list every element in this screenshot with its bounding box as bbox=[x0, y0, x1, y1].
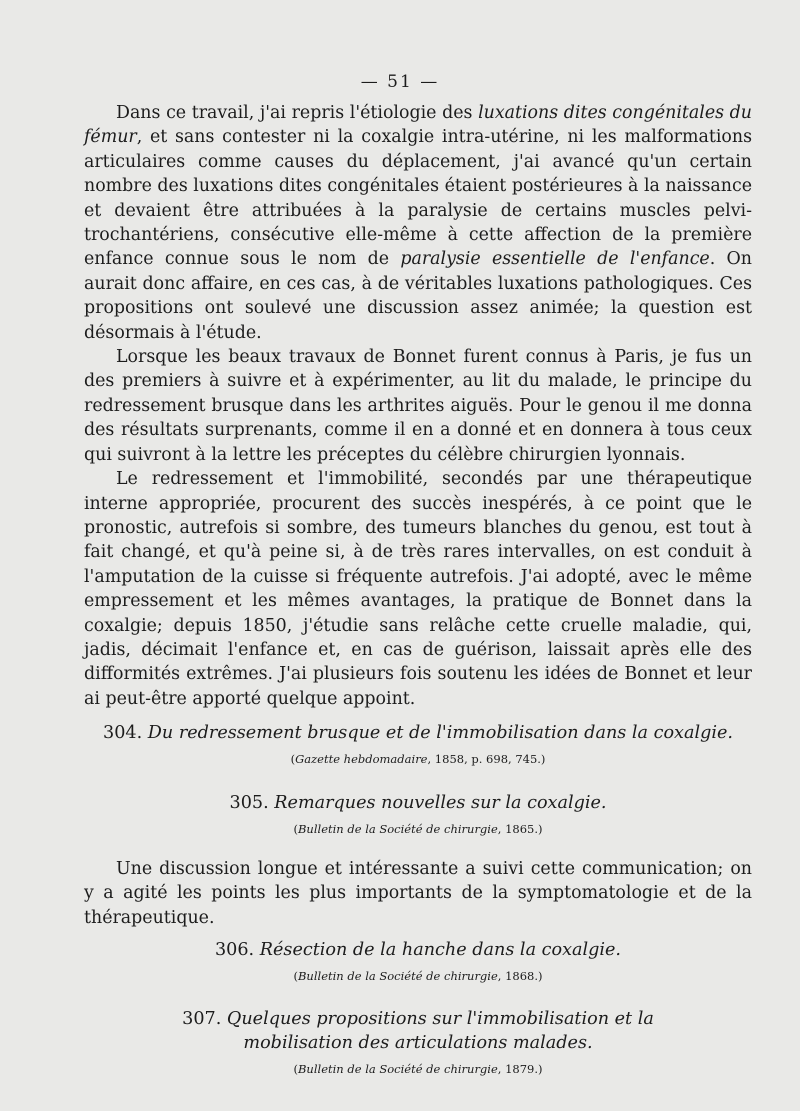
page-number: — 51 — bbox=[360, 72, 440, 92]
paragraph-4: Une discussion longue et intéressante a suivi cette communication; on y a agité les points les plus importants de la symptomatologie et de la thérapeutique. bbox=[84, 859, 752, 928]
entry-305 bbox=[84, 791, 752, 837]
discussion-text bbox=[84, 857, 752, 930]
entry-title: 305. Remarques nouvelles sur la coxalgie. bbox=[229, 793, 607, 813]
entry-304 bbox=[84, 721, 752, 767]
entry-title: 306. Résection de la hanche dans la coxalgie. bbox=[214, 940, 622, 960]
entry-source: (Bulletin de la Société de chirurgie, 1865.) bbox=[293, 822, 543, 836]
entry-source: (Bulletin de la Société de chirurgie, 1879.) bbox=[293, 1062, 543, 1076]
entry-title: 304. Du redressement brusque et de l'immobilisation dans la coxalgie. bbox=[103, 723, 733, 743]
entry-title: 307. Quelques propositions sur l'immobilisation et la mobilisation des articulations malades. bbox=[182, 1009, 654, 1053]
entry-source: (Bulletin de la Société de chirurgie, 1868.) bbox=[293, 969, 543, 983]
paragraph-2: Lorsque les beaux travaux de Bonnet furent connus à Paris, je fus un des premiers à suivre et à expérimenter, au lit du malade, le principe du redressement brusque dans les arthrites aiguës. Pour le genou il me donna des résultats surprenants, comme il en a donné et en donnera à tous ceux qui suivront à la lettre les préceptes du célèbre chirurgien lyonnais. bbox=[84, 347, 752, 465]
entry-source: (Gazette hebdomadaire, 1858, p. 698, 745.) bbox=[290, 752, 546, 766]
paragraph-1: Dans ce travail, j'ai repris l'étiologie des luxations dites congénitales du fémur, et sans contester ni la coxalgie intra-utérine, ni les malformations articulaires comme causes du déplacement, j'ai avancé qu'un certain nombre des luxations dites congénitales étaient postérieures à la naissance et devaient être attribuées à la paralysie de certains muscles pelvi-trochantériens, consécutive elle-même à cette affection de la première enfance connue sous le nom de paralysie essentielle de l'enfance. On aurait donc affaire, en ces cas, à de véritables luxations pathologiques. Ces propositions ont soulevé une discussion assez animée; la question est désormais à l'étude. bbox=[84, 103, 753, 343]
entry-306 bbox=[84, 938, 752, 984]
paragraph-3: Le redressement et l'immobilité, secondés par une thérapeutique interne appropriée, procurent des succès inespérés, à ce point que le pronostic, autrefois si sombre, des tumeurs blanches du genou, est tout à fait changé, et qu'à peine si, à de très rares intervalles, on est conduit à l'amputation de la cuisse si fréquente autrefois. J'ai adopté, avec le même empressement et les mêmes avantages, la pratique de Bonnet dans la coxalgie; depuis 1850, j'étudie sans relâche cette cruelle maladie, qui, jadis, décimait l'enfance et, en cas de guérison, laissait après elle des difformités extrêmes. J'ai plusieurs fois soutenu les idées de Bonnet et leur ai peut-être apporté quelque appoint. bbox=[84, 469, 752, 709]
main-text-block bbox=[84, 101, 752, 711]
entry-307 bbox=[130, 1007, 706, 1077]
